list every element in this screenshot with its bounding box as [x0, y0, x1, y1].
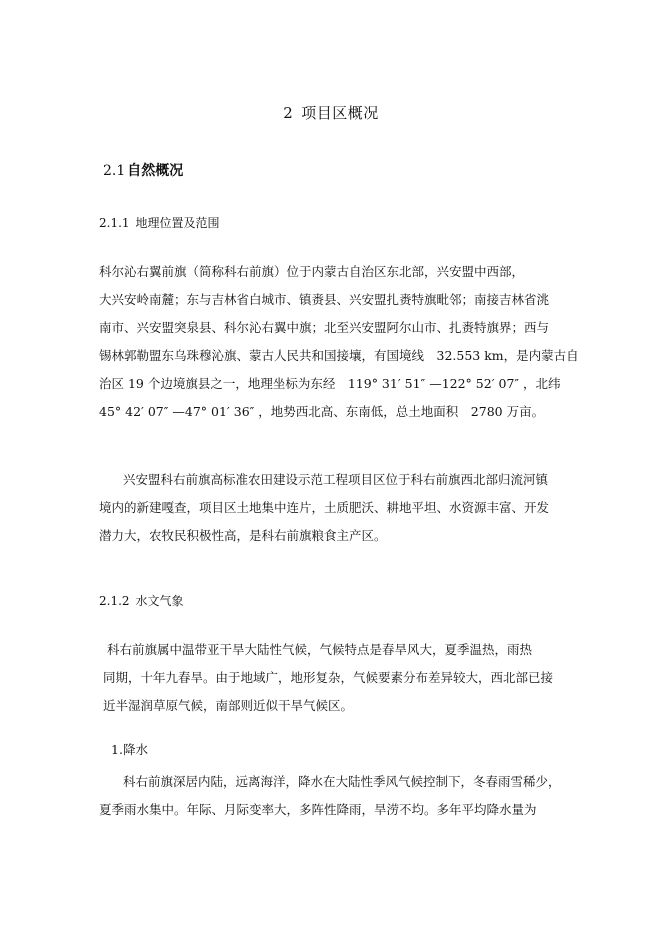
- subsection-number: 2.1.1: [99, 216, 130, 230]
- paragraph-line: 45° 42′ 07″ —47° 01′ 36″ ，地势西北高、东南低，总土地面积 2780 万亩。: [99, 404, 545, 419]
- chapter-title: [0, 102, 662, 123]
- subsection-title-hydrology: [99, 592, 184, 609]
- section-heading: 自然概况: [127, 163, 184, 179]
- paragraph-line: 大兴安岭南麓；东与吉林省白城市、镇赉县、兴安盟扎赉特旗毗邻；南接吉林省洮: [99, 292, 550, 307]
- item-heading: 降水: [122, 742, 148, 757]
- paragraph-line: 潜力大，农牧民积极性高，是科右前旗粮食主产区。: [99, 528, 387, 543]
- paragraph-line: 科右前旗属中温带亚干旱大陆性气候，气候特点是春旱风大，夏季温热，雨热: [107, 642, 533, 657]
- item-title-precipitation: [111, 740, 148, 758]
- paragraph-line: 境内的新建嘎查，项目区土地集中连片，土质肥沃、耕地平坦、水资源丰富、开发: [99, 500, 550, 515]
- item-number: 1.: [111, 742, 123, 757]
- paragraph-precipitation: [99, 768, 569, 824]
- subsection-number: 2.1.2: [99, 594, 130, 608]
- paragraph-line: 科右前旗深居内陆，远离海洋，降水在大陆性季风气候控制下，冬春雨雪稀少，: [123, 774, 561, 789]
- paragraph-line: 同期，十年九春旱。由于地域广，地形复杂，气候要素分布差异较大，西北部已接: [103, 670, 554, 685]
- paragraph-line: 锡林郭勒盟东乌珠穆沁旗、蒙古人民共和国接壤，有国境线 32.553 km，是内蒙古自: [99, 348, 579, 363]
- paragraph-line: 兴安盟科右前旗高标准农田建设示范工程项目区位于科右前旗西北部归流河镇: [123, 472, 549, 487]
- subsection-heading: 地理位置及范围: [135, 216, 220, 230]
- paragraph-project-area: [99, 466, 569, 550]
- subsection-heading: 水文气象: [135, 594, 184, 608]
- paragraph-line: 南市、兴安盟突泉县、科尔沁右翼中旗；北至兴安盟阿尔山市、扎赉特旗界；西与: [99, 320, 550, 335]
- chapter-heading: 项目区概况: [301, 104, 379, 122]
- paragraph-line: 治区 19 个边境旗县之一，地理坐标为东经 119° 31′ 51″ —122° 52′ 07″ ，北纬: [99, 376, 561, 391]
- section-number: 2.1: [103, 163, 126, 179]
- paragraph-line: 科尔沁右翼前旗（简称科右前旗）位于内蒙古自治区东北部，兴安盟中西部，: [99, 264, 525, 279]
- paragraph-location: [99, 258, 579, 426]
- chapter-number: 2: [283, 104, 294, 122]
- subsection-title-location: [99, 214, 220, 231]
- section-title: [103, 160, 183, 180]
- paragraph-line: 夏季雨水集中。年际、月际变率大，多阵性降雨，旱涝不均。多年平均降水量为: [99, 802, 537, 817]
- paragraph-climate: [103, 636, 573, 720]
- paragraph-line: 近半湿润草原气候，南部则近似干旱气候区。: [103, 698, 354, 713]
